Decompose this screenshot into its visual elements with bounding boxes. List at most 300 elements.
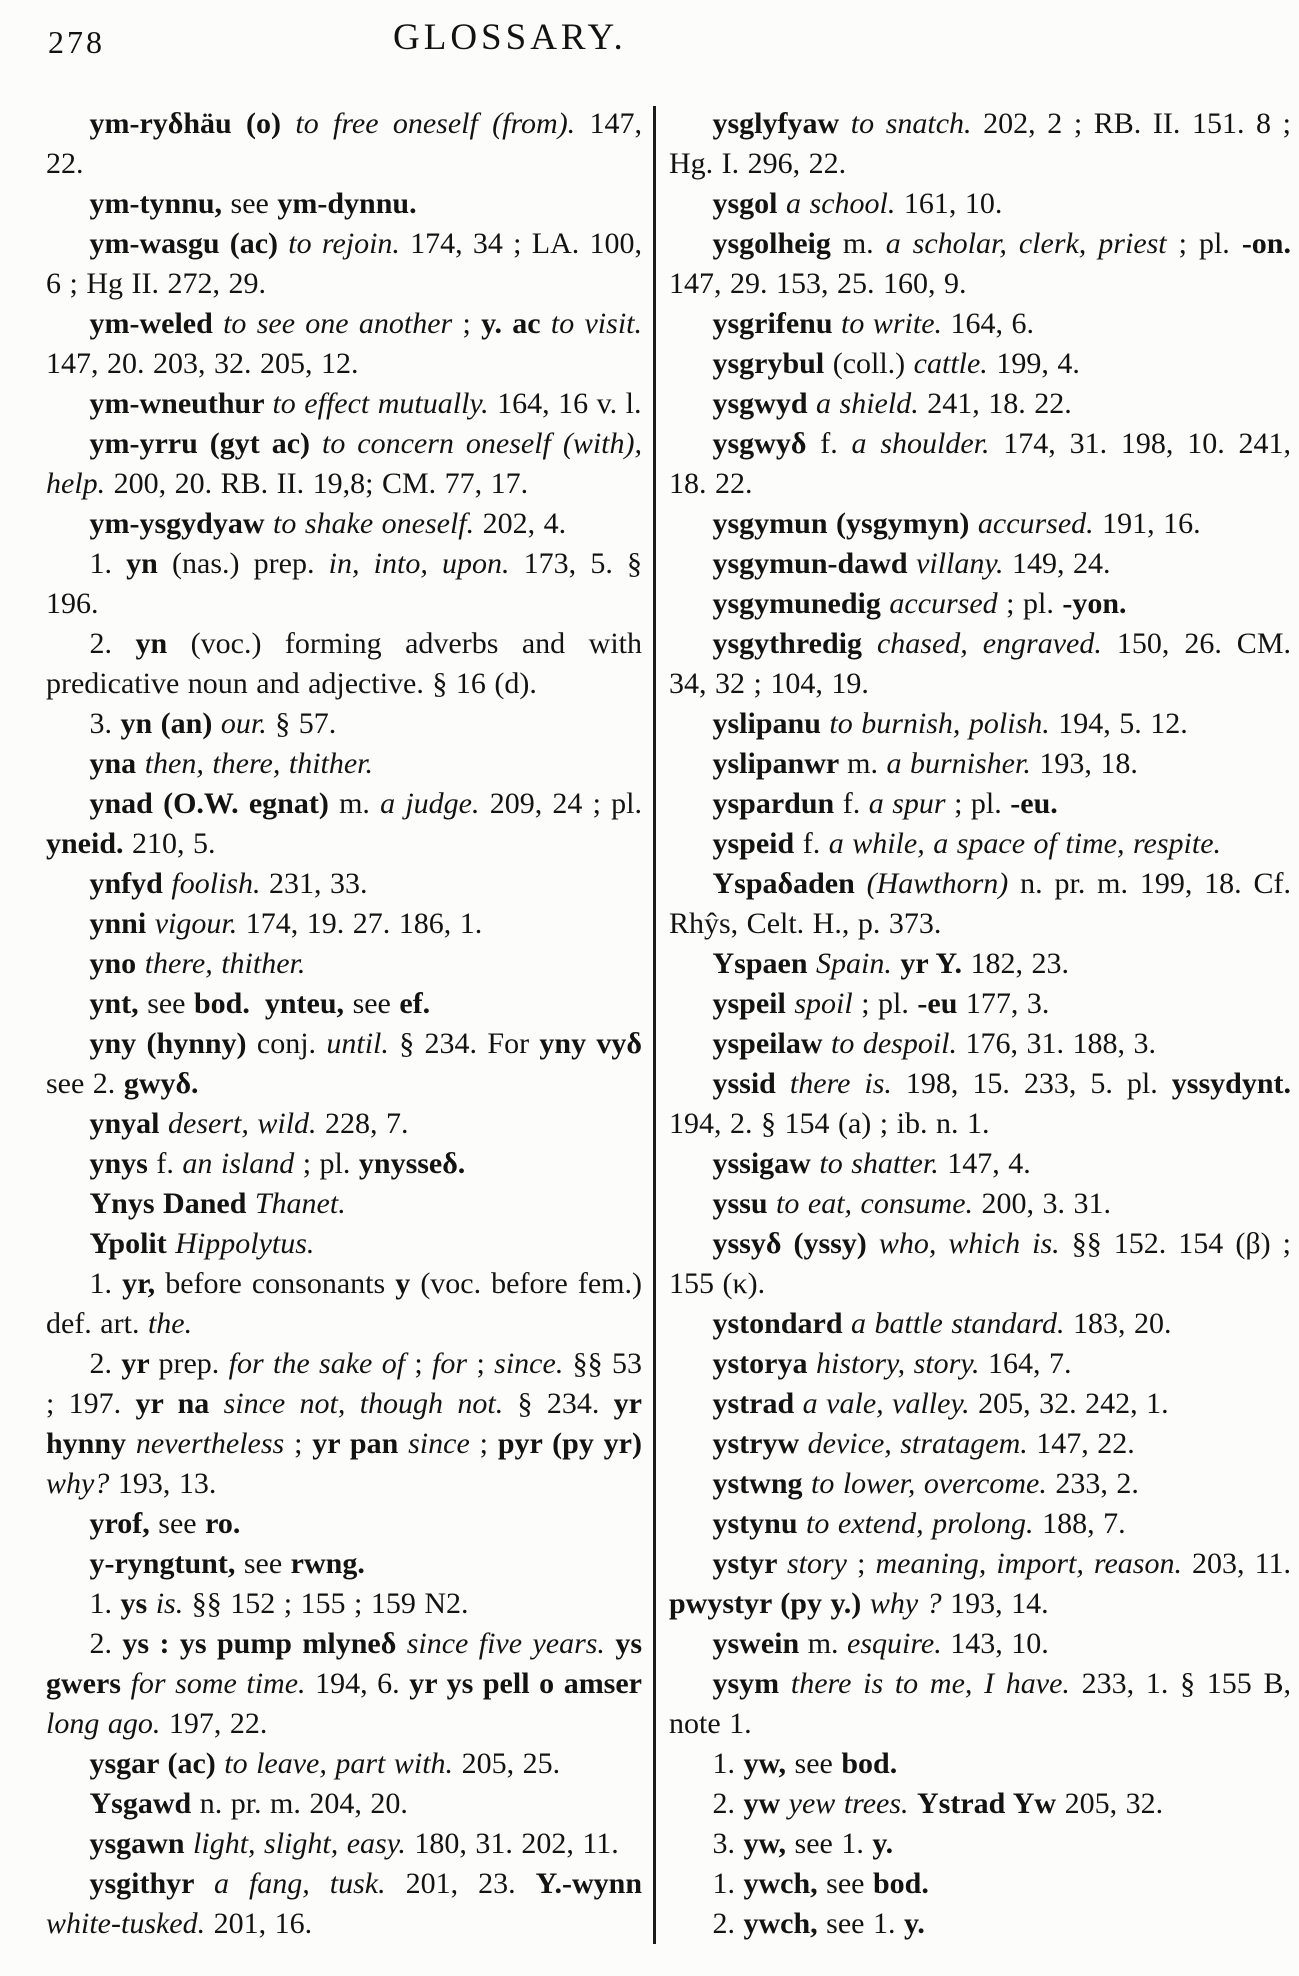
glossary-entry bbox=[46, 384, 642, 424]
headword: ywch, bbox=[743, 1867, 827, 1900]
gloss: spoil bbox=[794, 987, 862, 1020]
glossary-entry bbox=[46, 1824, 642, 1864]
glossary-entry bbox=[46, 904, 642, 944]
headword: ynteu, bbox=[264, 987, 353, 1020]
headword: ystyr bbox=[712, 1547, 787, 1580]
headword: pwystyr (py y.) bbox=[669, 1587, 870, 1620]
gloss: a shoulder. bbox=[851, 427, 1004, 460]
reference: 173, 5. § 196. bbox=[46, 547, 643, 620]
page-title: GLOSSARY. bbox=[393, 17, 627, 58]
headword: yna bbox=[89, 747, 145, 780]
gloss: to leave, part with. bbox=[224, 1747, 462, 1780]
headword: ynyal bbox=[89, 1107, 169, 1140]
reference: 193, 14. bbox=[950, 1587, 1049, 1620]
gloss: the. bbox=[147, 1307, 193, 1340]
reference: 1. bbox=[89, 547, 127, 580]
glossary-entry bbox=[669, 984, 1291, 1024]
glossary-entry bbox=[669, 624, 1291, 704]
reference: 233, 2. bbox=[1055, 1467, 1139, 1500]
gloss: then, there, thither. bbox=[144, 747, 374, 780]
headword: yslipanwr bbox=[712, 747, 848, 780]
reference: see 1. bbox=[826, 1907, 904, 1940]
glossary-entry bbox=[669, 1544, 1291, 1624]
reference: 2. bbox=[712, 1907, 744, 1940]
right-column bbox=[669, 104, 1293, 1944]
glossary-entry bbox=[669, 224, 1291, 304]
headword: yspardun bbox=[712, 787, 843, 820]
headword: rwng. bbox=[290, 1547, 365, 1580]
glossary-entry bbox=[669, 864, 1291, 944]
headword: yneid. bbox=[46, 827, 133, 860]
glossary-entry bbox=[46, 624, 642, 704]
gloss: accursed bbox=[889, 587, 1007, 620]
reference: 241, 18. 22. bbox=[927, 387, 1072, 420]
reference: 182, 23. bbox=[970, 947, 1069, 980]
headword: yr pan bbox=[312, 1427, 409, 1460]
glossary-entry bbox=[46, 1264, 642, 1344]
gloss: to eat, consume. bbox=[776, 1187, 982, 1220]
reference: (voc. before fem.) def. art. bbox=[46, 1267, 642, 1340]
reference: ; pl. bbox=[1006, 587, 1063, 620]
reference: §§ 152. 154 (β) ; 155 (κ). bbox=[669, 1227, 1291, 1300]
reference: (coll.) bbox=[832, 347, 914, 380]
reference: m. bbox=[842, 227, 886, 260]
reference: see bbox=[794, 1747, 842, 1780]
reference: 164, 6. bbox=[950, 307, 1035, 340]
glossary-entry bbox=[669, 544, 1291, 584]
reference: ; bbox=[414, 1347, 433, 1380]
reference: m. bbox=[339, 787, 381, 820]
gloss: in, into, upon. bbox=[328, 547, 524, 580]
gloss: a judge. bbox=[380, 787, 490, 820]
reference: 191, 16. bbox=[1102, 507, 1201, 540]
glossary-entry bbox=[46, 984, 642, 1024]
reference: 2. bbox=[89, 1627, 123, 1660]
reference: §§ 152 ; 155 ; 159 N2. bbox=[191, 1587, 469, 1620]
headword: yny vyδ bbox=[539, 1027, 642, 1060]
glossary-entry bbox=[669, 1064, 1291, 1144]
headword: ysgrifenu bbox=[712, 307, 841, 340]
glossary-entry bbox=[46, 1584, 642, 1624]
gloss: a spur bbox=[868, 787, 955, 820]
gloss: history, story. bbox=[815, 1347, 989, 1380]
glossary-entry bbox=[46, 704, 642, 744]
reference: ; pl. bbox=[302, 1147, 359, 1180]
reference: 3. bbox=[89, 707, 121, 740]
gloss: a scholar, clerk, priest bbox=[885, 227, 1179, 260]
glossary-entry bbox=[669, 1624, 1291, 1664]
headword: ystorya bbox=[712, 1347, 816, 1380]
glossary-entry bbox=[46, 1024, 642, 1104]
headword: gwyδ. bbox=[123, 1067, 199, 1100]
headword: ysglyfyaw bbox=[712, 107, 851, 140]
gloss: there is to me, I have. bbox=[790, 1667, 1082, 1700]
headword: ystondard bbox=[712, 1307, 852, 1340]
glossary-entry bbox=[669, 1224, 1291, 1304]
reference: 210, 5. bbox=[132, 827, 216, 860]
reference bbox=[250, 987, 265, 1020]
reference: 201, 23. bbox=[405, 1867, 536, 1900]
reference: 1. bbox=[89, 1587, 121, 1620]
headword: Ypolit bbox=[89, 1227, 176, 1260]
reference: 164, 7. bbox=[988, 1347, 1072, 1380]
reference: 2. bbox=[712, 1787, 744, 1820]
glossary-entry bbox=[46, 304, 642, 384]
text-block bbox=[46, 104, 1293, 1944]
reference: ; pl. bbox=[954, 787, 1011, 820]
headword: ef. bbox=[399, 987, 431, 1020]
headword: ys gwers bbox=[46, 1627, 643, 1700]
glossary-entry bbox=[669, 104, 1291, 184]
headword: -on. bbox=[1241, 227, 1291, 260]
reference: see bbox=[243, 1547, 291, 1580]
gloss: to shake oneself. bbox=[273, 507, 483, 540]
headword: ystryw bbox=[712, 1427, 808, 1460]
reference: ; bbox=[479, 1427, 498, 1460]
gloss: to snatch. bbox=[850, 107, 984, 140]
reference: ; bbox=[462, 307, 482, 340]
headword: yssydynt. bbox=[1171, 1067, 1291, 1100]
glossary-entry bbox=[669, 1344, 1291, 1384]
headword: yspeid bbox=[712, 827, 803, 860]
gloss: for some time. bbox=[130, 1667, 316, 1700]
glossary-entry bbox=[669, 584, 1291, 624]
glossary-entry bbox=[669, 1744, 1291, 1784]
reference: ; pl. bbox=[861, 987, 918, 1020]
reference: 174, 34 ; LA. 100, 6 ; Hg II. 272, 29. bbox=[46, 227, 642, 300]
gloss: until. bbox=[326, 1027, 400, 1060]
headword: ysgrybul bbox=[712, 347, 833, 380]
headword: pyr (py yr) bbox=[497, 1427, 642, 1460]
reference: f. bbox=[842, 787, 869, 820]
headword: ysgol bbox=[712, 187, 787, 220]
headword: ystrad bbox=[712, 1387, 803, 1420]
gloss: a vale, valley. bbox=[802, 1387, 979, 1420]
reference: 180, 31. 202, 11. bbox=[414, 1827, 619, 1860]
headword: ysgythredig bbox=[712, 627, 877, 660]
headword: ysgithyr bbox=[89, 1867, 214, 1900]
reference: 202, 2 ; RB. II. 151. 8 ; Hg. I. 296, 22. bbox=[669, 107, 1291, 180]
reference: f. bbox=[156, 1147, 183, 1180]
headword: ynys bbox=[89, 1147, 157, 1180]
glossary-entry bbox=[46, 1624, 642, 1744]
reference: 176, 31. 188, 3. bbox=[965, 1027, 1157, 1060]
gloss: vigour. bbox=[154, 907, 246, 940]
glossary-entry bbox=[669, 1664, 1291, 1744]
reference: 174, 19. 27. 186, 1. bbox=[245, 907, 483, 940]
glossary-entry bbox=[669, 704, 1291, 744]
reference: see bbox=[352, 987, 400, 1020]
gloss: to see one another bbox=[223, 307, 463, 340]
gloss: chased, engraved. bbox=[876, 627, 1117, 660]
headword: yr ys pell o amser bbox=[409, 1667, 642, 1700]
gloss: to shatter. bbox=[819, 1147, 948, 1180]
reference: 3. bbox=[712, 1827, 744, 1860]
gloss: our. bbox=[220, 707, 276, 740]
reference: 161, 10. bbox=[903, 187, 1003, 220]
glossary-entry bbox=[46, 1744, 642, 1784]
gloss: cattle. bbox=[913, 347, 997, 380]
reference: 200, 20. RB. II. 19,8; CM. 77, 17. bbox=[113, 467, 529, 500]
reference: see 2. bbox=[46, 1067, 124, 1100]
gloss: long ago. bbox=[46, 1707, 169, 1740]
headword: yr bbox=[121, 1347, 159, 1380]
glossary-entry bbox=[46, 424, 642, 504]
headword: y. bbox=[872, 1827, 894, 1860]
glossary-entry bbox=[46, 1864, 642, 1944]
gloss: to despoil. bbox=[831, 1027, 966, 1060]
headword: yssid bbox=[712, 1067, 790, 1100]
reference: m. bbox=[807, 1627, 848, 1660]
headword: yr hynny bbox=[46, 1387, 642, 1460]
glossary-entry bbox=[46, 1144, 642, 1184]
headword: ys bbox=[120, 1587, 156, 1620]
gloss: since five years. bbox=[406, 1627, 616, 1660]
headword: ysgymun-dawd bbox=[712, 547, 917, 580]
reference: 188, 7. bbox=[1042, 1507, 1126, 1540]
glossary-entry bbox=[669, 944, 1291, 984]
headword: ym-ysgydyaw bbox=[89, 507, 274, 540]
headword: -eu. bbox=[1010, 787, 1058, 820]
reference: 147, 4. bbox=[947, 1147, 1031, 1180]
headword: ysgolheig bbox=[712, 227, 843, 260]
gloss: why ? bbox=[869, 1587, 951, 1620]
reference: 193, 13. bbox=[117, 1467, 217, 1500]
reference: 199, 4. bbox=[996, 347, 1080, 380]
gloss: desert, wild. bbox=[168, 1107, 326, 1140]
gloss: nevertheless bbox=[135, 1427, 295, 1460]
headword: yssyδ (yssy) bbox=[712, 1227, 879, 1260]
gloss: to rejoin. bbox=[288, 227, 411, 260]
headword: -yon. bbox=[1062, 587, 1127, 620]
gloss: villany. bbox=[916, 547, 1013, 580]
glossary-entry bbox=[669, 1504, 1291, 1544]
gloss: a shield. bbox=[816, 387, 928, 420]
headword: yny (hynny) bbox=[89, 1027, 257, 1060]
headword: bod. bbox=[194, 987, 250, 1020]
glossary-entry bbox=[669, 1784, 1291, 1824]
headword: y bbox=[395, 1267, 421, 1300]
gloss: to effect mutually. bbox=[272, 387, 498, 420]
reference: see bbox=[147, 987, 194, 1020]
glossary-entry bbox=[669, 1304, 1291, 1344]
reference: 205, 32. bbox=[1064, 1787, 1164, 1820]
reference: 183, 20. bbox=[1072, 1307, 1172, 1340]
reference: 202, 4. bbox=[482, 507, 567, 540]
reference: 194, 2. § 154 (a) ; ib. n. 1. bbox=[669, 1107, 990, 1140]
reference: n. pr. m. 204, 20. bbox=[199, 1787, 408, 1820]
headword: Ystrad Yw bbox=[917, 1787, 1065, 1820]
reference: 149, 24. bbox=[1012, 547, 1111, 580]
reference: 164, 16 v. l. bbox=[497, 387, 642, 420]
headword: Yspaδaden bbox=[712, 867, 867, 900]
headword: yswein bbox=[712, 1627, 808, 1660]
reference: 174, 31. 198, 10. 241, 18. 22. bbox=[669, 427, 1291, 500]
headword: Yspaen bbox=[712, 947, 817, 980]
headword: ynni bbox=[89, 907, 155, 940]
glossary-entry bbox=[669, 504, 1291, 544]
glossary-entry bbox=[669, 1424, 1291, 1464]
gloss: meaning, import, reason. bbox=[875, 1547, 1193, 1580]
glossary-entry bbox=[46, 1344, 642, 1504]
headword: yn (an) bbox=[120, 707, 221, 740]
glossary-entry bbox=[669, 344, 1291, 384]
gloss: since not, though not. bbox=[223, 1387, 518, 1420]
gloss: yew trees. bbox=[788, 1787, 918, 1820]
glossary-entry bbox=[669, 784, 1291, 824]
gloss: is. bbox=[155, 1587, 192, 1620]
headword: ys : ys pump mlyneδ bbox=[122, 1627, 407, 1660]
reference: 201, 16. bbox=[213, 1907, 313, 1940]
reference: before consonants bbox=[165, 1267, 396, 1300]
reference: 1. bbox=[712, 1867, 744, 1900]
glossary-entry bbox=[46, 1224, 642, 1264]
gloss: to lower, overcome. bbox=[811, 1467, 1056, 1500]
headword: yspeilaw bbox=[712, 1027, 832, 1060]
reference: § 234. For bbox=[399, 1027, 540, 1060]
headword: yr na bbox=[135, 1387, 224, 1420]
headword: ynt, bbox=[89, 987, 148, 1020]
gloss: to concern oneself (with), help. bbox=[46, 427, 642, 500]
gloss: a battle standard. bbox=[851, 1307, 1073, 1340]
reference: 198, 15. 233, 5. pl. bbox=[905, 1067, 1172, 1100]
headword: ynfyd bbox=[89, 867, 172, 900]
glossary-entry bbox=[669, 384, 1291, 424]
headword: yr, bbox=[122, 1267, 166, 1300]
headword: ywch, bbox=[743, 1907, 827, 1940]
glossary-entry bbox=[669, 1824, 1291, 1864]
glossary-entry bbox=[46, 104, 642, 184]
gloss: white-tusked. bbox=[46, 1907, 214, 1940]
gloss: to extend, prolong. bbox=[806, 1507, 1043, 1540]
glossary-entry bbox=[46, 544, 642, 624]
glossary-entry bbox=[669, 1904, 1291, 1944]
column-divider bbox=[653, 106, 656, 1944]
gloss: who, which is. bbox=[878, 1227, 1072, 1260]
glossary-entry bbox=[669, 1464, 1291, 1504]
glossary-entry bbox=[46, 944, 642, 984]
headword: ysgar (ac) bbox=[89, 1747, 225, 1780]
gloss: since. bbox=[494, 1347, 573, 1380]
headword: yssigaw bbox=[712, 1147, 820, 1180]
headword: yr Y. bbox=[900, 947, 971, 980]
reference: § 57. bbox=[275, 707, 337, 740]
page-number: 278 bbox=[48, 24, 105, 60]
headword: ysgymunedig bbox=[712, 587, 890, 620]
reference: § 234. bbox=[517, 1387, 614, 1420]
headword: -eu bbox=[917, 987, 966, 1020]
headword: ysgwyd bbox=[712, 387, 817, 420]
glossary-entry bbox=[669, 1184, 1291, 1224]
headword: y-ryngtunt, bbox=[89, 1547, 244, 1580]
headword: y. bbox=[903, 1907, 925, 1940]
headword: bod. bbox=[872, 1867, 929, 1900]
gloss: to free oneself (from). bbox=[295, 107, 590, 140]
reference: 233, 1. § 155 B, note 1. bbox=[669, 1667, 1291, 1740]
reference: 194, 6. bbox=[315, 1667, 410, 1700]
glossary-entry bbox=[46, 1784, 642, 1824]
reference: 209, 24 ; pl. bbox=[489, 787, 642, 820]
headword: ysym bbox=[712, 1667, 791, 1700]
reference: 205, 32. 242, 1. bbox=[978, 1387, 1169, 1420]
reference: ; pl. bbox=[1178, 227, 1242, 260]
gloss: (Hawthorn) bbox=[866, 867, 1021, 900]
glossary-entry bbox=[669, 1024, 1291, 1064]
reference: §§ 53 ; 197. bbox=[46, 1347, 643, 1420]
headword: ystwng bbox=[712, 1467, 812, 1500]
reference: 147, 29. 153, 25. 160, 9. bbox=[669, 267, 967, 300]
headword: ym-wneuthur bbox=[89, 387, 273, 420]
reference: see 1. bbox=[794, 1827, 873, 1860]
reference: f. bbox=[802, 827, 829, 860]
gloss: for bbox=[432, 1347, 477, 1380]
reference: ; bbox=[476, 1347, 495, 1380]
gloss: a school. bbox=[786, 187, 904, 220]
glossary-entry bbox=[669, 1864, 1291, 1904]
gloss: device, stratagem. bbox=[807, 1427, 1037, 1460]
headword: ynysseδ. bbox=[358, 1147, 466, 1180]
reference: 1. bbox=[712, 1747, 744, 1780]
gloss: light, slight, easy. bbox=[193, 1827, 415, 1860]
reference: ; bbox=[857, 1547, 876, 1580]
glossary-entry bbox=[669, 304, 1291, 344]
gloss: foolish. bbox=[171, 867, 270, 900]
glossary-entry bbox=[669, 1144, 1291, 1184]
gloss: Thanet. bbox=[254, 1187, 346, 1220]
gloss: esquire. bbox=[847, 1627, 951, 1660]
reference: 203, 11. bbox=[1192, 1547, 1291, 1580]
reference: prep. bbox=[158, 1347, 229, 1380]
reference: 228, 7. bbox=[325, 1107, 409, 1140]
reference: 2. bbox=[89, 627, 136, 660]
headword: ym-yrru (gyt ac) bbox=[89, 427, 322, 460]
glossary-entry bbox=[669, 824, 1291, 864]
glossary-entry bbox=[46, 184, 642, 224]
headword: ysgawn bbox=[89, 1827, 194, 1860]
gloss: there is. bbox=[789, 1067, 906, 1100]
headword: yspeil bbox=[712, 987, 795, 1020]
reference: 200, 3. 31. bbox=[981, 1187, 1112, 1220]
headword: ystynu bbox=[712, 1507, 807, 1540]
headword: yssu bbox=[712, 1187, 777, 1220]
gloss: to burnish, polish. bbox=[829, 707, 1059, 740]
reference: m. bbox=[847, 747, 887, 780]
gloss: to visit. bbox=[550, 307, 642, 340]
reference: 205, 25. bbox=[461, 1747, 561, 1780]
headword: yn bbox=[126, 547, 173, 580]
gloss: to write. bbox=[841, 307, 951, 340]
glossary-entry bbox=[669, 744, 1291, 784]
gloss: since bbox=[408, 1427, 480, 1460]
gloss: Hippolytus. bbox=[175, 1227, 315, 1260]
gloss: there, thither. bbox=[144, 947, 306, 980]
gloss: accursed. bbox=[977, 507, 1103, 540]
headword: ym-tynnu, bbox=[89, 187, 231, 220]
headword: ym-weled bbox=[89, 307, 224, 340]
headword: ynad (O.W. egnat) bbox=[89, 787, 340, 820]
glossary-entry bbox=[669, 424, 1291, 504]
glossary-entry bbox=[46, 744, 642, 784]
gloss: story bbox=[787, 1547, 858, 1580]
glossary-entry bbox=[46, 784, 642, 864]
reference: (nas.) prep. bbox=[172, 547, 329, 580]
glossary-entry bbox=[46, 1504, 642, 1544]
headword: yw, bbox=[743, 1747, 795, 1780]
reference: see bbox=[826, 1867, 873, 1900]
glossary-entry bbox=[46, 1544, 642, 1584]
glossary-entry bbox=[46, 224, 642, 304]
left-column bbox=[46, 104, 642, 1944]
